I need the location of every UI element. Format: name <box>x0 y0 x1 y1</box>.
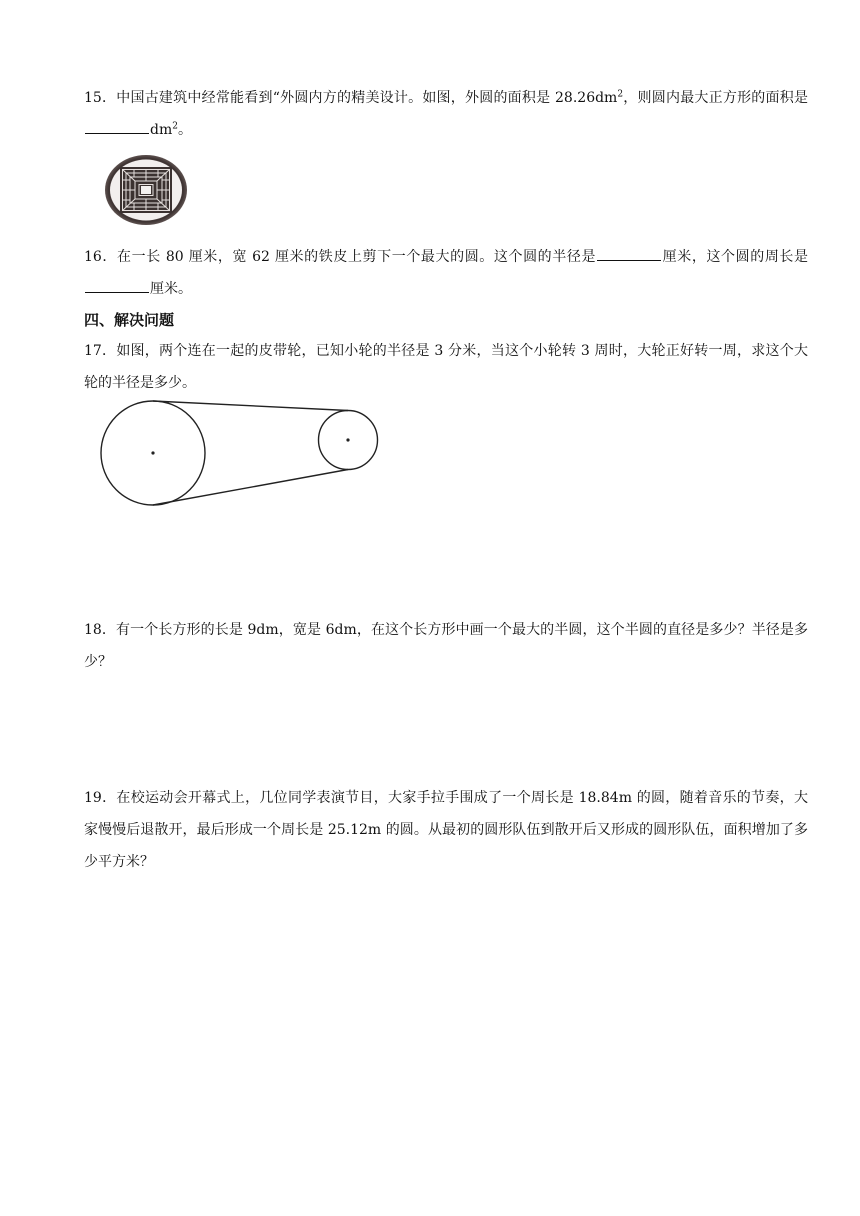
superscript: 2 <box>617 89 624 100</box>
question-15 <box>84 82 808 146</box>
question-text: 有一个长方形的长是 9dm，宽是 6dm，在这个长方形中画一个最大的半圆，这个半圆的直径是多少？半径是多少？ <box>84 622 808 670</box>
radius-answer-blank[interactable] <box>597 245 661 261</box>
question-text: 在一长 80 厘米，宽 62 厘米的铁皮上剪下一个最大的圆。这个圆的半径是 <box>117 249 597 265</box>
question-19 <box>84 782 808 878</box>
superscript: 2 <box>172 121 178 132</box>
question-text: 厘米。 <box>150 281 192 297</box>
question-number: 15． <box>84 90 117 106</box>
question-number: 18． <box>84 622 117 638</box>
question-text: 中国古建筑中经常能看到“外圆内方的精美设计。如图，外圆的面积是 28.26dm <box>116 90 618 106</box>
question-text: 如图，两个连在一起的皮带轮，已知小轮的半径是 3 分米，当这个小轮转 3 周时，大轮正好转一周，求这个大轮的半径是多少。 <box>84 343 808 391</box>
section-heading: 四、解决问题 <box>84 311 175 329</box>
question-16 <box>84 241 808 305</box>
question-18 <box>84 614 808 678</box>
circumference-answer-blank[interactable] <box>85 277 149 293</box>
question-text: ，则圆内最大正方形的面积是 <box>623 90 808 106</box>
unit-text: dm <box>150 122 173 138</box>
question-number: 19． <box>84 790 117 806</box>
question-number: 16． <box>84 249 118 265</box>
question-17 <box>84 335 808 399</box>
belt-pulley-figure <box>96 396 386 512</box>
answer-blank[interactable] <box>85 118 149 134</box>
circle-square-window-figure <box>104 154 188 226</box>
question-text: 厘米，这个圆的周长是 <box>662 249 809 265</box>
question-number: 17． <box>84 343 117 359</box>
question-text: 。 <box>177 122 192 138</box>
question-text: 在校运动会开幕式上，几位同学表演节目，大家手拉手围成了一个周长是 18.84m 的圆，随着音乐的节奏，大家慢慢后退散开，最后形成一个周长是 25.12m 的圆。从最初的圆形队伍到散开后又形成的圆形队伍，面积增加了多少平方米？ <box>84 790 808 870</box>
